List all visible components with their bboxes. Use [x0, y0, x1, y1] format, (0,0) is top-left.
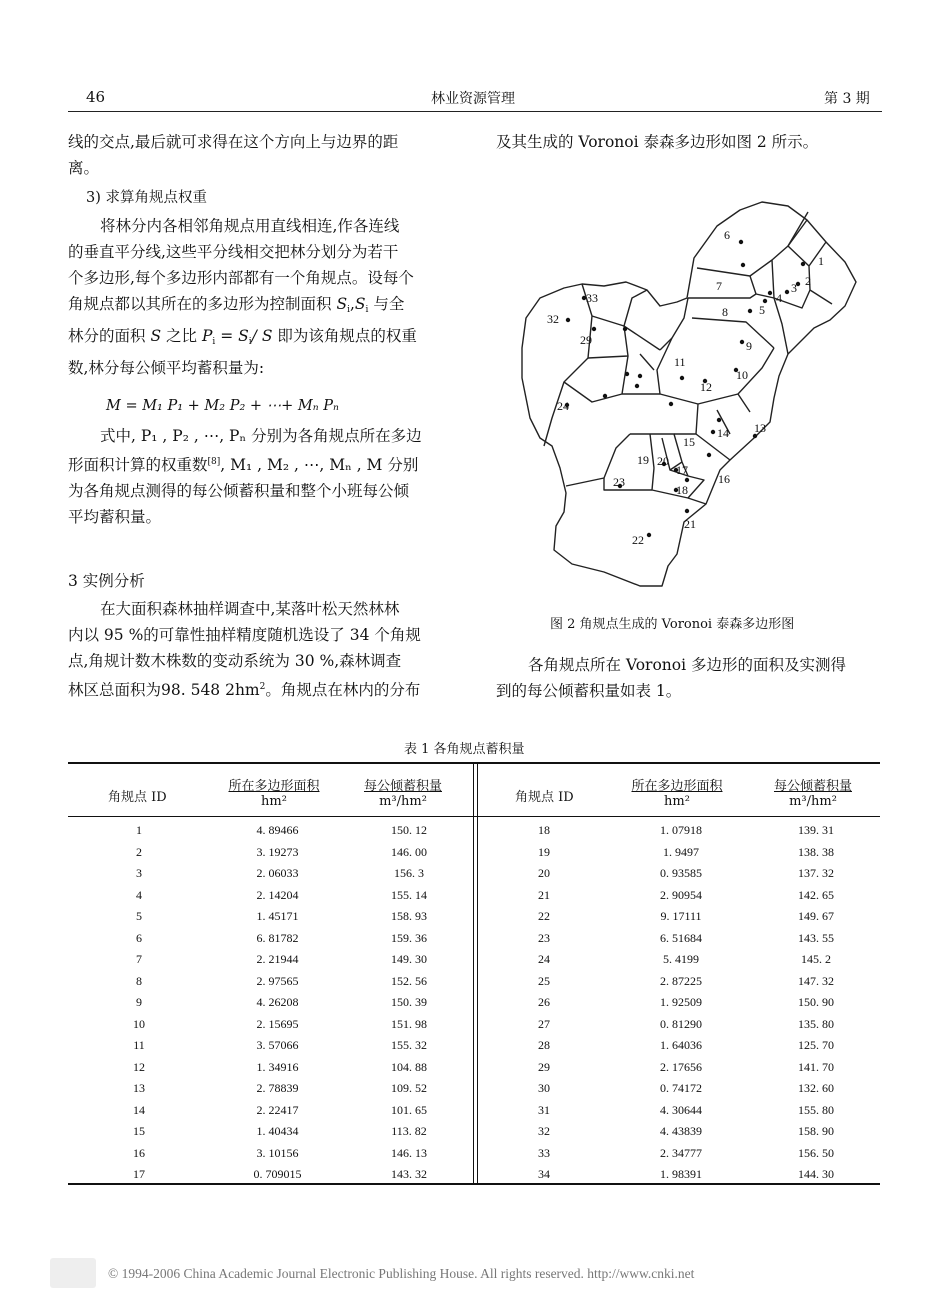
cell-volume: 104. 88 — [391, 1059, 427, 1074]
cell-id: 16 — [133, 1145, 145, 1160]
cell-id: 27 — [538, 1016, 550, 1031]
cell-area: 1. 34916 — [256, 1059, 299, 1074]
cell-id: 25 — [538, 973, 550, 988]
cell-area: 1. 64036 — [660, 1038, 702, 1053]
cell-id: 11 — [133, 1038, 145, 1053]
table-row — [478, 1057, 880, 1079]
cell-id: 23 — [538, 930, 550, 945]
cell-area: 3. 10156 — [256, 1145, 299, 1160]
cell-id: 24 — [538, 952, 550, 967]
cell-area: 0. 81290 — [660, 1016, 702, 1031]
cell-volume: 139. 31 — [798, 823, 834, 838]
table-row — [68, 992, 473, 1014]
fig-label-23: 23 — [613, 475, 625, 489]
cell-id: 7 — [136, 952, 142, 967]
fig-label-29: 29 — [580, 333, 592, 347]
fig-label-33: 33 — [586, 291, 598, 305]
figure-caption: 图 2 角规点生成的 Voronoi 泰森多边形图 — [550, 617, 795, 632]
fig-label-6: 6 — [724, 228, 730, 242]
table-row — [478, 1014, 880, 1036]
fig-label-8: 8 — [722, 305, 728, 319]
table-row — [68, 1078, 473, 1100]
cell-id: 33 — [538, 1145, 550, 1160]
header-rule — [68, 111, 882, 112]
cell-volume: 158. 90 — [798, 1124, 834, 1139]
fig-label-3: 3 — [791, 281, 797, 295]
cell-volume: 141. 70 — [798, 1059, 834, 1074]
cell-volume: 101. 65 — [391, 1102, 427, 1117]
table-row — [478, 1121, 880, 1143]
table-row — [68, 928, 473, 950]
table-row — [478, 1143, 880, 1165]
table-row — [68, 885, 473, 907]
cell-id: 28 — [538, 1038, 550, 1053]
paragraph-1: 线的交点,最后就可求得在这个方向上与边界的距 离。 — [68, 133, 399, 177]
cell-id: 17 — [133, 1167, 145, 1182]
cell-area: 6. 51684 — [660, 930, 702, 945]
table-row — [478, 1035, 880, 1057]
journal-title: 林业资源管理 — [431, 91, 515, 107]
header-id-left: 角规点 ID — [108, 790, 167, 805]
table-row — [478, 863, 880, 885]
paragraph-2: 将林分内各相邻角规点用直线相连,作各连线 的垂直平分线,这些平分线相交把林分划分为若干 个多边形,每个多边形内部都有一个角规点。设每个 角规点都以其所在的多边形为控制面积 $S_i,S_i$ 与全 林分的面积 S 之比 $P_i = S_i/$ S 即为该角规点的权重 数,林分每公倾平均蓄积量为: — [68, 217, 417, 377]
fig-label-7: 7 — [716, 279, 722, 293]
right-paragraph-2: 各角规点所在 Voronoi 多边形的面积及实测得 到的每公倾蓄积量如表 1。 — [496, 656, 846, 700]
cell-area: 2. 14204 — [256, 887, 299, 902]
cell-volume: 152. 56 — [391, 973, 427, 988]
header-id-right: 角规点 ID — [515, 790, 574, 805]
table-title: 表 1 各角规点蓄积量 — [404, 742, 525, 757]
paragraph-3: 式中, P₁ , P₂ , ⋯, Pₙ 分别为各角规点所在多边 形面积计算的权重数[8], M₁ , M₂ , ⋯, Mₙ , M 分别 为各角规点测得的每公倾蓄积量和整个小班每公倾 平均蓄积量。 — [68, 427, 422, 526]
cell-area: 3. 19273 — [256, 844, 299, 859]
table-row — [68, 1014, 473, 1036]
table-row — [68, 820, 473, 842]
cell-volume: 150. 90 — [798, 995, 834, 1010]
cell-id: 3 — [136, 866, 142, 881]
cell-area: 2. 21944 — [256, 952, 299, 967]
fig-label-2: 2 — [805, 274, 811, 288]
cell-volume: 125. 70 — [798, 1038, 834, 1053]
table-row — [478, 1100, 880, 1122]
fig-label-14: 14 — [717, 426, 729, 440]
cell-area: 9. 17111 — [660, 909, 702, 924]
table-row — [478, 1164, 880, 1186]
fig-label-10: 10 — [736, 368, 748, 382]
header-area-unit-right: hm² — [664, 794, 690, 809]
cell-area: 2. 78839 — [256, 1081, 299, 1096]
cell-id: 18 — [538, 823, 550, 838]
cell-area: 2. 06033 — [256, 866, 299, 881]
fig-label-21: 21 — [684, 517, 696, 531]
cell-volume: 143. 32 — [391, 1167, 427, 1182]
table-left-body — [68, 820, 473, 1186]
cell-volume: 159. 36 — [391, 930, 427, 945]
header-area-right: 所在多边形面积 — [631, 779, 723, 794]
cell-area: 2. 90954 — [660, 887, 702, 902]
issue-number: 第 3 期 — [824, 91, 870, 107]
cell-volume: 142. 65 — [798, 887, 834, 902]
cell-volume: 144. 30 — [798, 1167, 834, 1182]
header-vol-right: 每公倾蓄积量 — [773, 779, 852, 794]
table-row — [68, 1121, 473, 1143]
table-row — [68, 1057, 473, 1079]
table-right-body — [478, 820, 880, 1186]
cell-volume: 146. 13 — [391, 1145, 427, 1160]
table-row — [68, 949, 473, 971]
cell-area: 1. 9497 — [663, 844, 699, 859]
cell-id: 20 — [538, 866, 550, 881]
paragraph-4: 在大面积森林抽样调查中,某落叶松天然林林 内以 95 %的可靠性抽样精度随机选设了 34 个角规 点,角规计数木株数的变动系统为 30 %,森林调查 林区总面积为98. 548 $2hm^2$。角规点在林内的分布 — [68, 600, 421, 699]
cell-volume: 156. 50 — [798, 1145, 834, 1160]
cell-id: 2 — [136, 844, 142, 859]
voronoi-figure — [512, 198, 862, 593]
table-row — [68, 1164, 473, 1186]
header-vol-left: 每公倾蓄积量 — [363, 779, 442, 794]
table-row — [68, 863, 473, 885]
cell-area: 2. 97565 — [256, 973, 299, 988]
cell-id: 5 — [136, 909, 142, 924]
cell-area: 1. 92509 — [660, 995, 702, 1010]
subheading-3: 3) 求算角规点权重 — [86, 190, 207, 206]
fig-label-12: 12 — [700, 380, 712, 394]
cell-volume: 150. 39 — [391, 995, 427, 1010]
fig-label-13: 13 — [754, 421, 766, 435]
fig-label-24: 24 — [557, 399, 569, 413]
cell-area: 0. 709015 — [253, 1167, 302, 1182]
section-3-heading: 3 实例分析 — [68, 572, 145, 590]
cell-id: 32 — [538, 1124, 550, 1139]
cell-volume: 156. 3 — [394, 866, 424, 881]
copyright-footer: © 1994-2006 China Academic Journal Electronic Publishing House. All rights reserved. http://www.cnki.net — [108, 1266, 695, 1281]
table-row — [478, 1078, 880, 1100]
fig-label-5: 5 — [759, 303, 765, 317]
table-row — [478, 928, 880, 950]
cell-area: 1. 40434 — [256, 1124, 299, 1139]
cell-id: 10 — [133, 1016, 145, 1031]
table-row — [478, 842, 880, 864]
fig-label-32: 32 — [547, 312, 559, 326]
right-paragraph-1: 及其生成的 Voronoi 泰森多边形如图 2 所示。 — [496, 133, 819, 151]
fig-label-17: 17 — [676, 463, 688, 477]
cell-id: 30 — [538, 1081, 550, 1096]
weighted-formula: M = M₁ P₁ + M₂ P₂ + ⋯+ Mₙ Pₙ — [106, 398, 339, 414]
fig-label-15: 15 — [683, 435, 695, 449]
header-area-left: 所在多边形面积 — [228, 779, 320, 794]
cell-id: 31 — [538, 1102, 550, 1117]
cell-volume: 151. 98 — [391, 1016, 427, 1031]
cell-area: 3. 57066 — [256, 1038, 299, 1053]
cell-volume: 149. 67 — [798, 909, 834, 924]
cell-volume: 146. 00 — [391, 844, 427, 859]
cell-volume: 155. 32 — [391, 1038, 427, 1053]
cell-volume: 147. 32 — [798, 973, 834, 988]
table-row — [68, 1143, 473, 1165]
table-row — [68, 906, 473, 928]
cell-volume: 149. 30 — [391, 952, 427, 967]
cell-id: 22 — [538, 909, 550, 924]
cell-area: 0. 93585 — [660, 866, 702, 881]
cell-volume: 137. 32 — [798, 866, 834, 881]
table-row — [478, 992, 880, 1014]
fig-label-20: 20 — [657, 454, 669, 468]
fig-label-18: 18 — [676, 483, 688, 497]
header-area-unit-left: hm² — [261, 794, 287, 809]
cell-area: 6. 81782 — [256, 930, 299, 945]
fig-label-11: 11 — [674, 355, 686, 369]
table-divider-a — [473, 763, 474, 1184]
cell-id: 1 — [136, 823, 142, 838]
cell-id: 13 — [133, 1081, 145, 1096]
header-vol-unit-right: m³/hm² — [789, 794, 837, 809]
table-top-rule — [68, 762, 880, 764]
fig-label-1: 1 — [818, 254, 824, 268]
page-number: 46 — [86, 88, 106, 106]
cell-id: 4 — [136, 887, 142, 902]
fig-label-9: 9 — [746, 339, 752, 353]
cell-volume: 135. 80 — [798, 1016, 834, 1031]
cell-id: 34 — [538, 1167, 550, 1182]
table-row — [68, 1100, 473, 1122]
table-row — [478, 949, 880, 971]
cell-volume: 143. 55 — [798, 930, 834, 945]
cell-id: 19 — [538, 844, 550, 859]
cell-id: 14 — [133, 1102, 145, 1117]
table-row — [68, 842, 473, 864]
cell-volume: 132. 60 — [798, 1081, 834, 1096]
cell-id: 26 — [538, 995, 550, 1010]
cell-area: 0. 74172 — [660, 1081, 702, 1096]
fig-label-19: 19 — [637, 453, 649, 467]
cell-area: 5. 4199 — [663, 952, 699, 967]
cell-volume: 138. 38 — [798, 844, 834, 859]
cell-id: 21 — [538, 887, 550, 902]
fig-label-16: 16 — [718, 472, 730, 486]
cell-volume: 158. 93 — [391, 909, 427, 924]
cell-volume: 150. 12 — [391, 823, 427, 838]
cell-volume: 109. 52 — [391, 1081, 427, 1096]
cell-area: 2. 17656 — [660, 1059, 702, 1074]
table-row — [478, 906, 880, 928]
cell-volume: 155. 80 — [798, 1102, 834, 1117]
cell-id: 8 — [136, 973, 142, 988]
cell-area: 4. 30644 — [660, 1102, 702, 1117]
cell-area: 1. 45171 — [256, 909, 299, 924]
cell-area: 4. 43839 — [660, 1124, 702, 1139]
cell-id: 29 — [538, 1059, 550, 1074]
cnki-logo — [50, 1258, 96, 1288]
cell-volume: 145. 2 — [801, 952, 831, 967]
cell-area: 4. 26208 — [256, 995, 299, 1010]
header-vol-unit-left: m³/hm² — [379, 794, 427, 809]
cell-area: 4. 89466 — [256, 823, 299, 838]
cell-id: 6 — [136, 930, 142, 945]
cell-area: 1. 07918 — [660, 823, 702, 838]
cell-area: 2. 34777 — [660, 1145, 702, 1160]
fig-label-4: 4 — [776, 291, 782, 305]
table-row — [478, 885, 880, 907]
table-row — [68, 971, 473, 993]
cell-id: 12 — [133, 1059, 145, 1074]
cell-volume: 155. 14 — [391, 887, 427, 902]
fig-label-22: 22 — [632, 533, 644, 547]
cell-volume: 113. 82 — [391, 1124, 427, 1139]
table-row — [478, 971, 880, 993]
table-head-rule — [68, 816, 880, 817]
cell-id: 15 — [133, 1124, 145, 1139]
cell-area: 2. 22417 — [256, 1102, 299, 1117]
table-row — [478, 820, 880, 842]
cell-area: 2. 87225 — [660, 973, 702, 988]
table-row — [68, 1035, 473, 1057]
cell-area: 1. 98391 — [660, 1167, 702, 1182]
cell-area: 2. 15695 — [256, 1016, 299, 1031]
cell-id: 9 — [136, 995, 142, 1010]
